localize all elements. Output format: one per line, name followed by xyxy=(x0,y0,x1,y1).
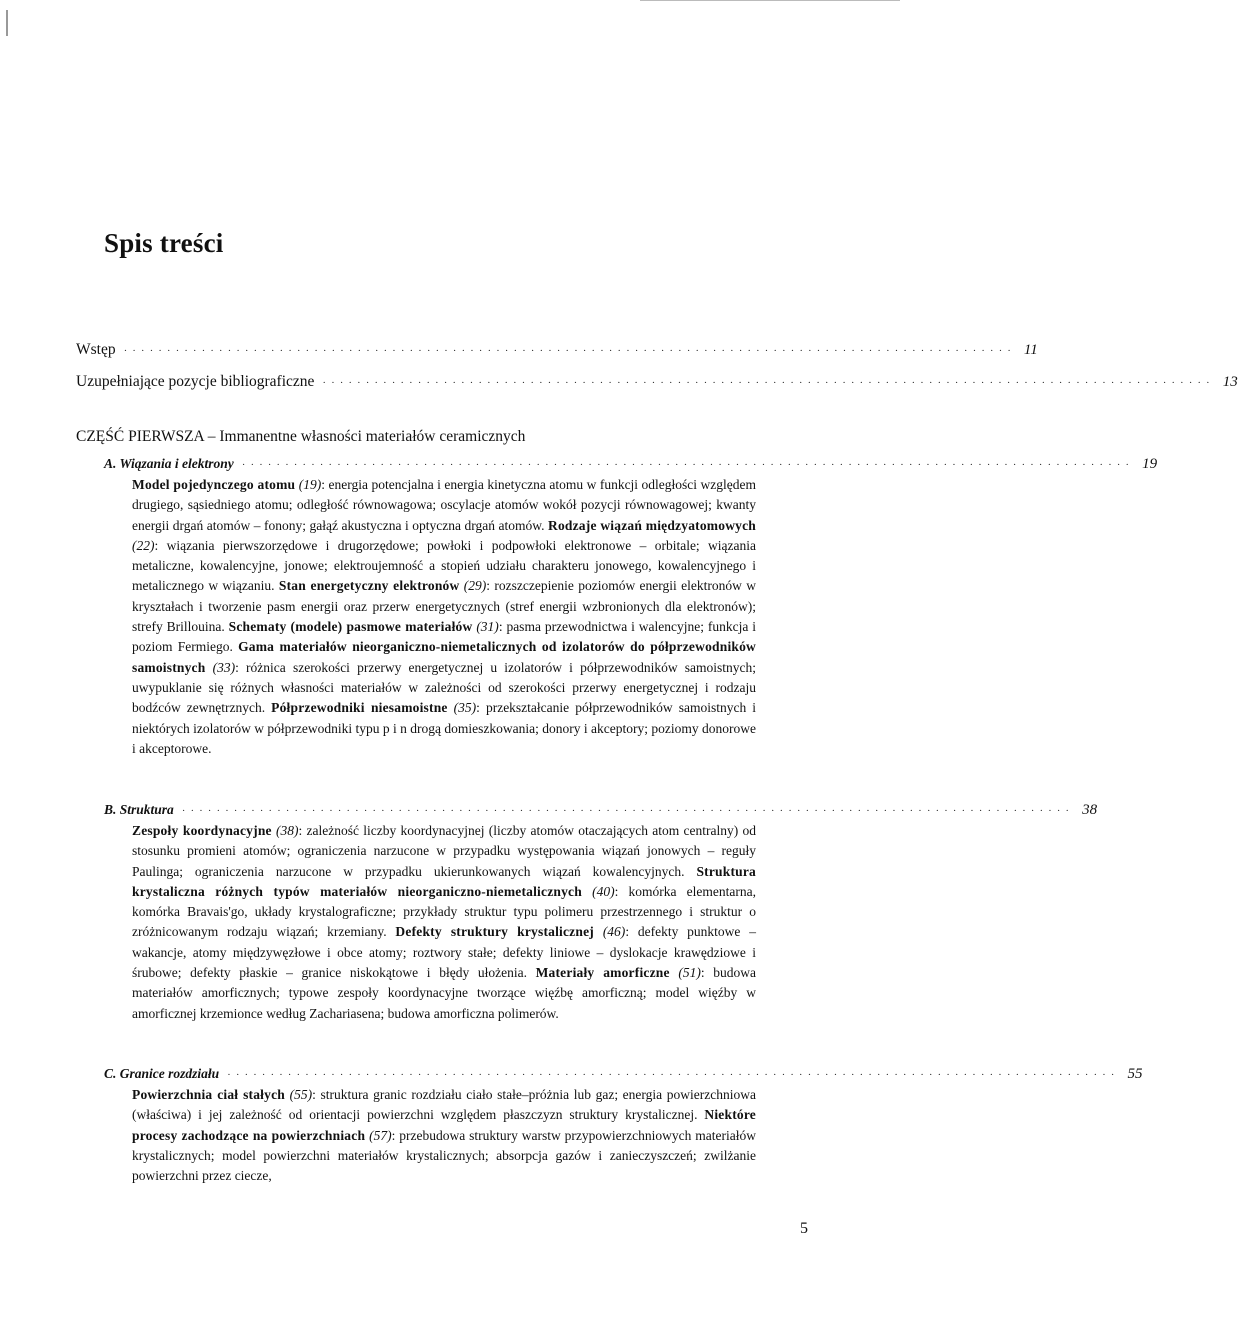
part-heading: CZĘŚĆ PIERWSZA – Immanentne własności materiałów ceramicznych xyxy=(76,428,526,445)
section-description xyxy=(132,821,756,1024)
topic-heading: Gama materiałów nieorganiczno-niemetalicznych od izolatorów do półprzewodników samoistnych xyxy=(132,639,756,675)
topic-text: : wiązania pierwszorzędowe i drugorzędowe; powłoki i podpowłoki elektronowe – orbitale; wiązania metaliczne, kowalencyjne, jonowe; elektroujemność a stopień udziału charakteru jonowego, kowalencyjnego i metalicznego w wiązaniu. xyxy=(132,537,756,594)
toc-section-label: B. Struktura xyxy=(104,802,174,817)
toc-section-page: 38 xyxy=(1082,802,1098,818)
dot-leader: ······································································································· xyxy=(227,1069,1120,1081)
topic-heading: Zespoły koordynacyjne xyxy=(132,823,272,838)
topic-heading: Półprzewodniki niesamoistne xyxy=(271,700,448,716)
section-description xyxy=(132,475,756,759)
topic-page-ref: (38) xyxy=(276,823,299,838)
topic-heading: Niektóre procesy zachodzące na powierzchniach xyxy=(132,1107,756,1143)
topic-heading: Struktura krystaliczna różnych typów materiałów nieorganiczno-niemetalicznych xyxy=(132,863,756,899)
dot-leader: ······································································································· xyxy=(322,377,1215,389)
topic-page-ref: (22) xyxy=(132,537,155,553)
topic-page-ref: (35) xyxy=(453,700,477,716)
toc-entry-section[interactable] xyxy=(104,456,1158,473)
topic-text: : pasma przewodnictwa i walencyjne; funkcja i poziom Fermiego. xyxy=(132,619,757,655)
toc-section-b xyxy=(104,802,1098,1024)
topic-heading: Powierzchnia ciał stałych xyxy=(132,1087,285,1102)
toc-entry-section[interactable] xyxy=(104,802,1098,819)
topic-heading: Schematy (modele) pasmowe materiałów xyxy=(228,619,473,635)
topic-page-ref: (33) xyxy=(212,659,236,675)
topic-text: : budowa materiałów amorficznych; typowe zespoły koordynacyjne tworzące więźbę amorficzną; model więźby w amorficznej krzemionce według Zachariasena; budowa amorficzna polimerów. xyxy=(132,965,756,1021)
toc-section-page: 19 xyxy=(1142,456,1158,472)
topic-text: : przebudowa struktury warstw przypowierzchniowych materiałów krystalicznych; model powierzchni materiałów krystalicznych; absorpcja gazów i zanieczyszczeń; zwilżanie powierzchni przez ciecze, xyxy=(132,1127,757,1184)
toc-entry-label: Wstęp xyxy=(76,341,116,358)
topic-heading: Stan energetyczny elektronów xyxy=(278,578,460,594)
topic-text: : różnica szerokości przerwy energetycznej u izolatorów i półprzewodników samoistnych; uwypuklanie się różnych własności materiałów w zależności od szerokości przerwy energetycznej i rodzaju bodźców zewnętrznych. xyxy=(132,659,756,716)
topic-text: : struktura granic rozdziału ciało stałe–próżnia lub gaz; energia powierzchniowa (właściwa) i jej zależność od orientacji powierzchni względem płaszczyzn struktury krystalicznej. xyxy=(132,1087,756,1123)
scan-edge-line xyxy=(640,0,900,1)
toc-entry-page: 13 xyxy=(1222,374,1238,390)
toc-section-a xyxy=(104,456,1158,759)
page-number: 5 xyxy=(800,1220,808,1237)
dot-leader: ······································································································· xyxy=(123,345,1016,357)
dot-leader: ······································································································· xyxy=(181,805,1075,817)
topic-page-ref: (55) xyxy=(289,1087,313,1102)
topic-text: : defekty punktowe – wakancje, atomy międzywęzłowe i obce atomy; roztwory stałe; defekty liniowe – dyslokacje krawędziowe i śrubowe; defekty płaskie – granice niskokątowe i błędy ułożenia. xyxy=(132,924,756,981)
topic-text: : przekształcanie półprzewodników samoistnych i niektórych izolatorów w półprzewodniki typu p i n drogą domieszkowania; donory i akceptory; poziomy donorowe i akceptorowe. xyxy=(132,700,756,756)
topic-page-ref: (31) xyxy=(476,619,499,635)
topic-page-ref: (51) xyxy=(678,965,701,981)
section-description xyxy=(132,1085,756,1186)
toc-section-c xyxy=(104,1066,1143,1186)
topic-page-ref: (57) xyxy=(369,1127,392,1143)
toc-section-label: C. Granice rozdziału xyxy=(104,1066,220,1081)
toc-entry-intro[interactable] xyxy=(76,341,1038,359)
topic-text: : energia potencjalna i energia kinetyczna atomu w funkcji odległości względem drugiego, sąsiedniego atomu; odległość równowagowa; oscylacje atomów wokół pozycji równowagowej; kwanty energii drgań atomów – fonony; gałąź akustyczna i optyczna drgań atomów. xyxy=(132,477,757,533)
topic-text: : zależność liczby koordynacyjnej (liczby atomów otaczających atom centralny) od stosunku promieni atomów; ograniczenia narzucone w przypadku występowania wiązań jonowych – reguły Paulinga; ograniczenia narzucone w przypadku ukierunkowanych wiązań kowalencyjnych. xyxy=(132,823,756,879)
topic-text: : rozszczepienie poziomów energii elektronów w kryształach i tworzenie pasm energii oraz przerw energetycznych (stref energii wzbronionych dla elektronów); strefy Brillouina. xyxy=(132,578,756,635)
toc-entry-page: 11 xyxy=(1023,342,1038,358)
toc-entry-label: Uzupełniające pozycje bibliograficzne xyxy=(76,373,315,390)
toc-section-label: A. Wiązania i elektrony xyxy=(104,456,234,471)
dot-leader: ······································································································· xyxy=(241,459,1135,471)
topic-text: : komórka elementarna, komórka Bravais'go, układy krystalograficzne; przykłady struktur typu polimeru przestrzennego i struktur o zróżnicowanym rodzaju wiązań; krzemiany. xyxy=(132,883,756,940)
toc-section-page: 55 xyxy=(1127,1066,1143,1082)
scan-margin-mark xyxy=(6,10,8,36)
topic-heading: Model pojedynczego atomu xyxy=(132,477,296,492)
topic-page-ref: (19) xyxy=(298,477,322,492)
topic-heading: Materiały amorficzne xyxy=(535,965,670,981)
topic-heading: Defekty struktury krystalicznej xyxy=(395,924,594,940)
topic-heading: Rodzaje wiązań międzyatomowych xyxy=(548,517,756,533)
toc-entry-section[interactable] xyxy=(104,1066,1143,1083)
toc-entry-bibliography[interactable] xyxy=(76,373,1238,391)
topic-page-ref: (29) xyxy=(463,578,487,594)
page-title: Spis treści xyxy=(104,228,224,258)
topic-page-ref: (46) xyxy=(602,924,626,940)
topic-page-ref: (40) xyxy=(592,883,615,899)
